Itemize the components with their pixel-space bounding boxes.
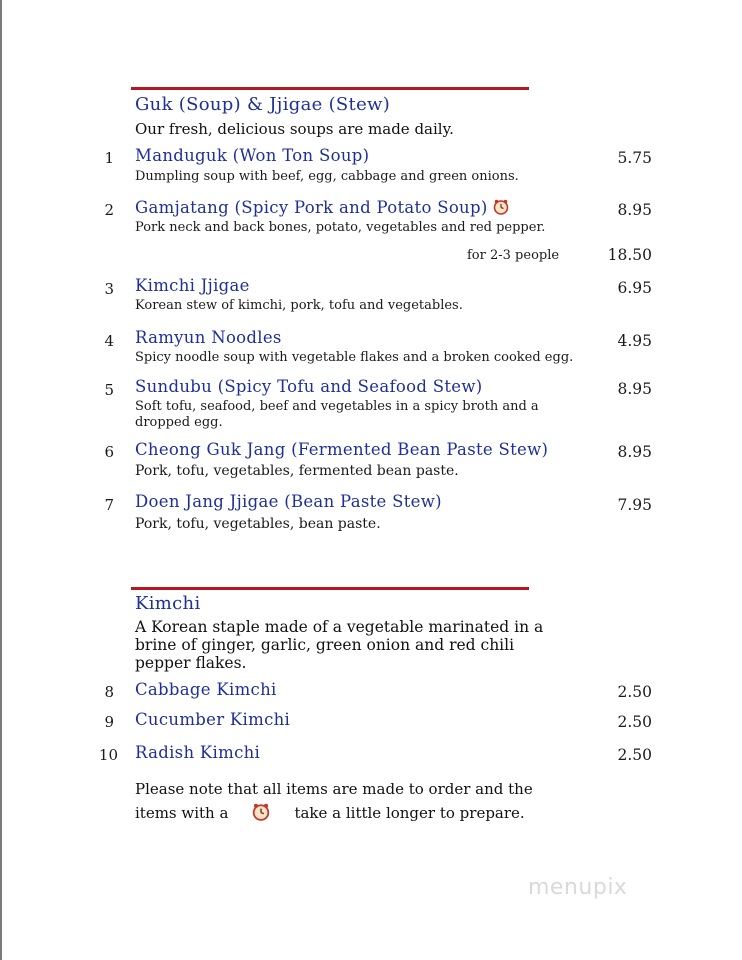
item-price: 7.95 xyxy=(617,496,652,514)
page-left-border xyxy=(0,0,2,960)
item-name: Cheong Guk Jang (Fermented Bean Paste Stew) xyxy=(135,440,549,459)
note-text: take a little longer to prepare. xyxy=(294,804,525,822)
item-name: Manduguk (Won Ton Soup) xyxy=(135,146,370,165)
item-number: 7 xyxy=(104,496,114,514)
item-description-line: dropped egg. xyxy=(135,415,223,430)
item-number: 5 xyxy=(104,381,114,399)
menupix-watermark: menupix xyxy=(528,875,628,900)
section-desc-line: A Korean staple made of a vegetable marinated in a xyxy=(135,618,544,636)
section-subtitle-soup: Our fresh, delicious soups are made daily. xyxy=(135,120,454,138)
section-desc-line: pepper flakes. xyxy=(135,654,247,672)
section-title-soup: Guk (Soup) & Jjigae (Stew) xyxy=(135,94,391,115)
serving-size-label: for 2-3 people xyxy=(467,248,560,263)
item-description-line: Soft tofu, seafood, beef and vegetables in a spicy broth and a xyxy=(135,399,539,414)
item-price: 2.50 xyxy=(617,746,652,764)
item-description: Pork, tofu, vegetables, bean paste. xyxy=(135,516,381,532)
item-price: 8.95 xyxy=(617,380,652,398)
serving-size-price: 18.50 xyxy=(607,246,652,264)
clock-icon xyxy=(493,199,509,219)
item-description: Korean stew of kimchi, pork, tofu and vegetables. xyxy=(135,298,463,313)
item-price: 5.75 xyxy=(617,149,652,167)
item-name: Doen Jang Jjigae (Bean Paste Stew) xyxy=(135,492,442,511)
section-desc-line: brine of ginger, garlic, green onion and red chili xyxy=(135,636,515,654)
item-name: Cucumber Kimchi xyxy=(135,710,291,729)
item-number: 8 xyxy=(104,683,114,701)
section-title-kimchi: Kimchi xyxy=(135,593,201,614)
item-price: 8.95 xyxy=(617,201,652,219)
item-description: Spicy noodle soup with vegetable flakes and a broken cooked egg. xyxy=(135,350,574,365)
preparation-note xyxy=(135,777,555,828)
item-price: 4.95 xyxy=(617,332,652,350)
item-price: 2.50 xyxy=(617,683,652,701)
item-price: 6.95 xyxy=(617,279,652,297)
item-name-row xyxy=(135,198,509,219)
note-text: items with a xyxy=(135,804,229,822)
item-price: 8.95 xyxy=(617,443,652,461)
note-line xyxy=(135,801,555,828)
item-description: Pork neck and back bones, potato, vegetables and red pepper. xyxy=(135,220,546,235)
section-divider-soup xyxy=(131,87,529,90)
item-description: Pork, tofu, vegetables, fermented bean paste. xyxy=(135,463,459,479)
item-name: Cabbage Kimchi xyxy=(135,680,277,699)
item-name: Ramyun Noodles xyxy=(135,328,282,347)
item-name: Gamjatang (Spicy Pork and Potato Soup) xyxy=(135,198,488,217)
item-name: Radish Kimchi xyxy=(135,743,261,762)
item-number: 9 xyxy=(104,713,114,731)
item-name: Kimchi Jjigae xyxy=(135,276,250,295)
item-number: 1 xyxy=(104,149,114,167)
clock-icon xyxy=(252,803,276,828)
item-number: 3 xyxy=(104,280,114,298)
item-number: 10 xyxy=(98,746,118,764)
item-number: 6 xyxy=(104,443,114,461)
note-line: Please note that all items are made to order and the xyxy=(135,780,533,798)
item-number: 4 xyxy=(104,332,114,350)
item-price: 2.50 xyxy=(617,713,652,731)
item-description: Dumpling soup with beef, egg, cabbage and green onions. xyxy=(135,169,519,184)
item-number: 2 xyxy=(104,201,114,219)
section-divider-kimchi xyxy=(131,587,529,590)
item-name: Sundubu (Spicy Tofu and Seafood Stew) xyxy=(135,377,483,396)
